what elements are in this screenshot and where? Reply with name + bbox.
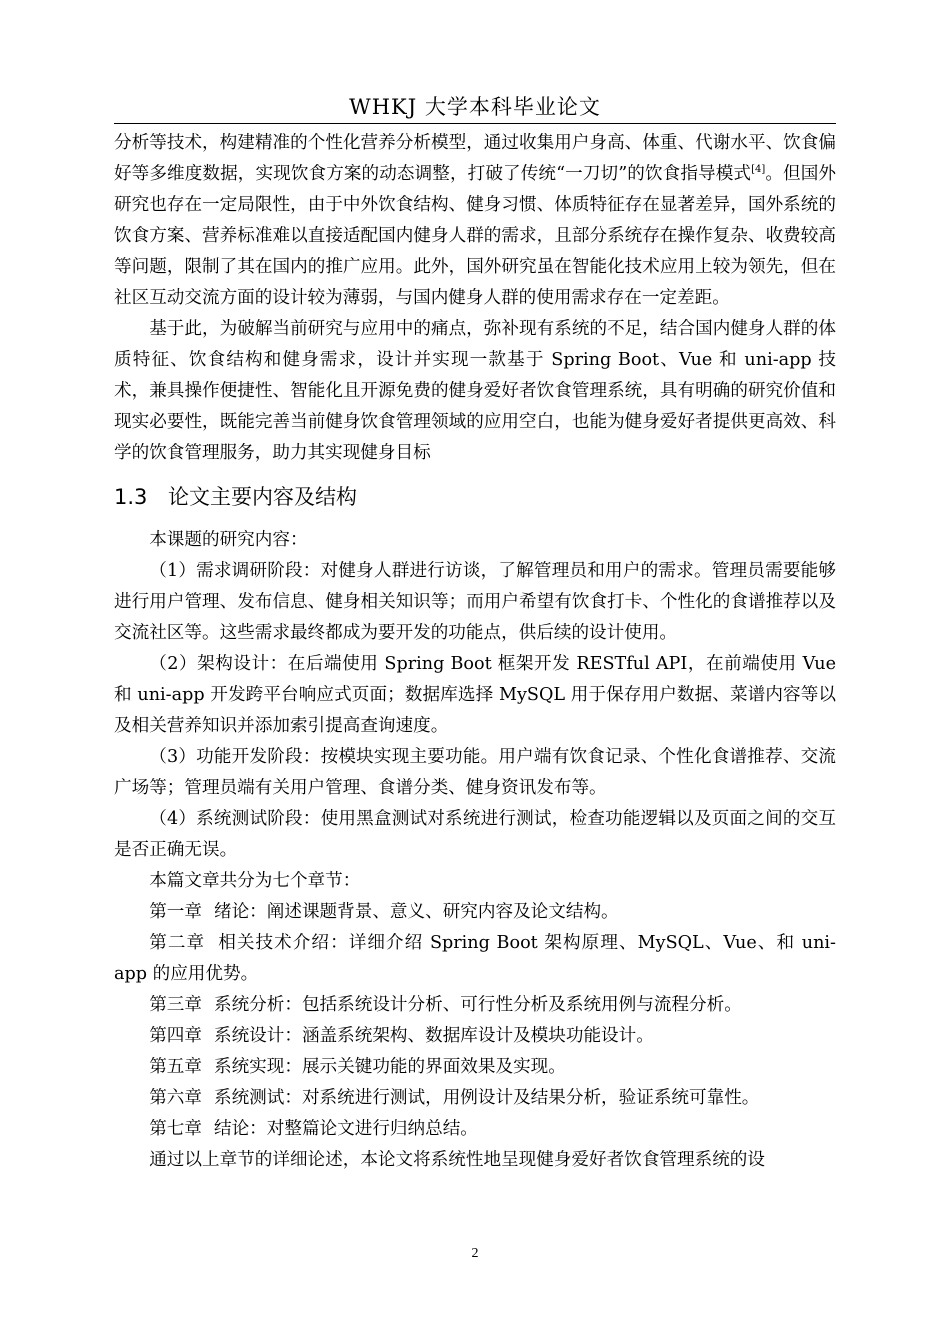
chapter-description: 系统实现：展示关键功能的界面效果及实现。 xyxy=(213,1057,566,1077)
chapter-description: 系统测试：对系统进行测试，用例设计及结果分析，验证系统可靠性。 xyxy=(213,1088,760,1108)
chapter-line xyxy=(114,990,836,1021)
chapter-line xyxy=(114,1021,836,1052)
chapter-description: 结论：对整篇论文进行归纳总结。 xyxy=(213,1119,478,1139)
paragraph-foreign-research xyxy=(114,128,836,314)
running-header: WHKJ 大学本科毕业论文 xyxy=(349,95,601,119)
chapter-description: 相关技术介绍：详细介绍 Spring Boot 架构原理、MySQL、Vue、和 uni-app 的应用优势。 xyxy=(114,933,836,984)
paragraph: 本课题的研究内容： xyxy=(149,530,308,550)
chapter-line xyxy=(114,1083,836,1114)
paragraph: （4）系统测试阶段：使用黑盒测试对系统进行测试，检查功能逻辑以及页面之间的交互是否正确无误。 xyxy=(114,809,836,860)
body-text xyxy=(114,128,836,1176)
section-heading xyxy=(114,482,836,512)
chapter-label: 第七章 xyxy=(149,1119,202,1139)
paragraph-closing: 通过以上章节的详细论述，本论文将系统性地呈现健身爱好者饮食管理系统的设 xyxy=(149,1150,765,1170)
chapter-line xyxy=(114,1114,836,1145)
chapter-label: 第六章 xyxy=(149,1088,202,1108)
chapter-label: 第三章 xyxy=(149,995,202,1015)
section-title: 论文主要内容及结构 xyxy=(168,485,357,509)
chapter-label: 第五章 xyxy=(149,1057,202,1077)
paragraph: 本篇文章共分为七个章节： xyxy=(149,871,361,891)
chapter-description: 绪论：阐述课题背景、意义、研究内容及论文结构。 xyxy=(213,902,619,922)
page-number: 2 xyxy=(471,1246,479,1261)
chapter-description: 系统设计：涵盖系统架构、数据库设计及模块功能设计。 xyxy=(213,1026,654,1046)
paragraph-text: 分析等技术，构建精准的个性化营养分析模型，通过收集用户身高、体重、代谢水平、饮食偏好等多维度数据，实现饮食方案的动态调整，打破了传统“一刀切”的饮食指导模式 xyxy=(114,133,836,184)
paragraph-text: 。但国外研究也存在一定局限性，由于中外饮食结构、健身习惯、体质特征存在显著差异，国外系统的饮食方案、营养标准难以直接适配国内健身人群的需求，且部分系统存在操作复杂、收费较高等问题，限制了其在国内的推广应用。此外，国外研究虽在智能化技术应用上较为领先，但在社区互动交流方面的设计较为薄弱，与国内健身人群的使用需求存在一定差距。 xyxy=(114,164,836,308)
citation-ref: [4] xyxy=(751,164,766,176)
chapter-description: 系统分析：包括系统设计分析、可行性分析及系统用例与流程分析。 xyxy=(213,995,742,1015)
paragraph-motivation: 基于此，为破解当前研究与应用中的痛点，弥补现有系统的不足，结合国内健身人群的体质特征、饮食结构和健身需求，设计并实现一款基于 Spring Boot、Vue 和 uni-app 技术，兼具操作便捷性、智能化且开源免费的健身爱好者饮食管理系统，具有明确的研究价值和现实必要性，既能完善当前健身饮食管理领域的应用空白，也能为健身爱好者提供更高效、科学的饮食管理服务，助力其实现健身目标 xyxy=(114,319,836,463)
chapter-line xyxy=(114,928,836,990)
chapter-label: 第一章 xyxy=(149,902,202,922)
chapter-label: 第四章 xyxy=(149,1026,202,1046)
paragraph: （3）功能开发阶段：按模块实现主要功能。用户端有饮食记录、个性化食谱推荐、交流广场等；管理员端有关用户管理、食谱分类、健身资讯发布等。 xyxy=(114,747,836,798)
paragraph: （1）需求调研阶段：对健身人群进行访谈，了解管理员和用户的需求。管理员需要能够进行用户管理、发布信息、健身相关知识等；而用户希望有饮食打卡、个性化的食谱推荐以及交流社区等。这些需求最终都成为要开发的功能点，供后续的设计使用。 xyxy=(114,561,836,643)
header-divider xyxy=(114,123,836,124)
paragraph: （2）架构设计：在后端使用 Spring Boot 框架开发 RESTful API，在前端使用 Vue 和 uni-app 开发跨平台响应式页面；数据库选择 MySQL 用于保存用户数据、菜谱内容等以及相关营养知识并添加索引提高查询速度。 xyxy=(114,654,836,736)
chapter-line xyxy=(114,1052,836,1083)
chapter-line xyxy=(114,897,836,928)
section-number: 1.3 xyxy=(114,485,148,509)
chapter-label: 第二章 xyxy=(149,933,206,953)
